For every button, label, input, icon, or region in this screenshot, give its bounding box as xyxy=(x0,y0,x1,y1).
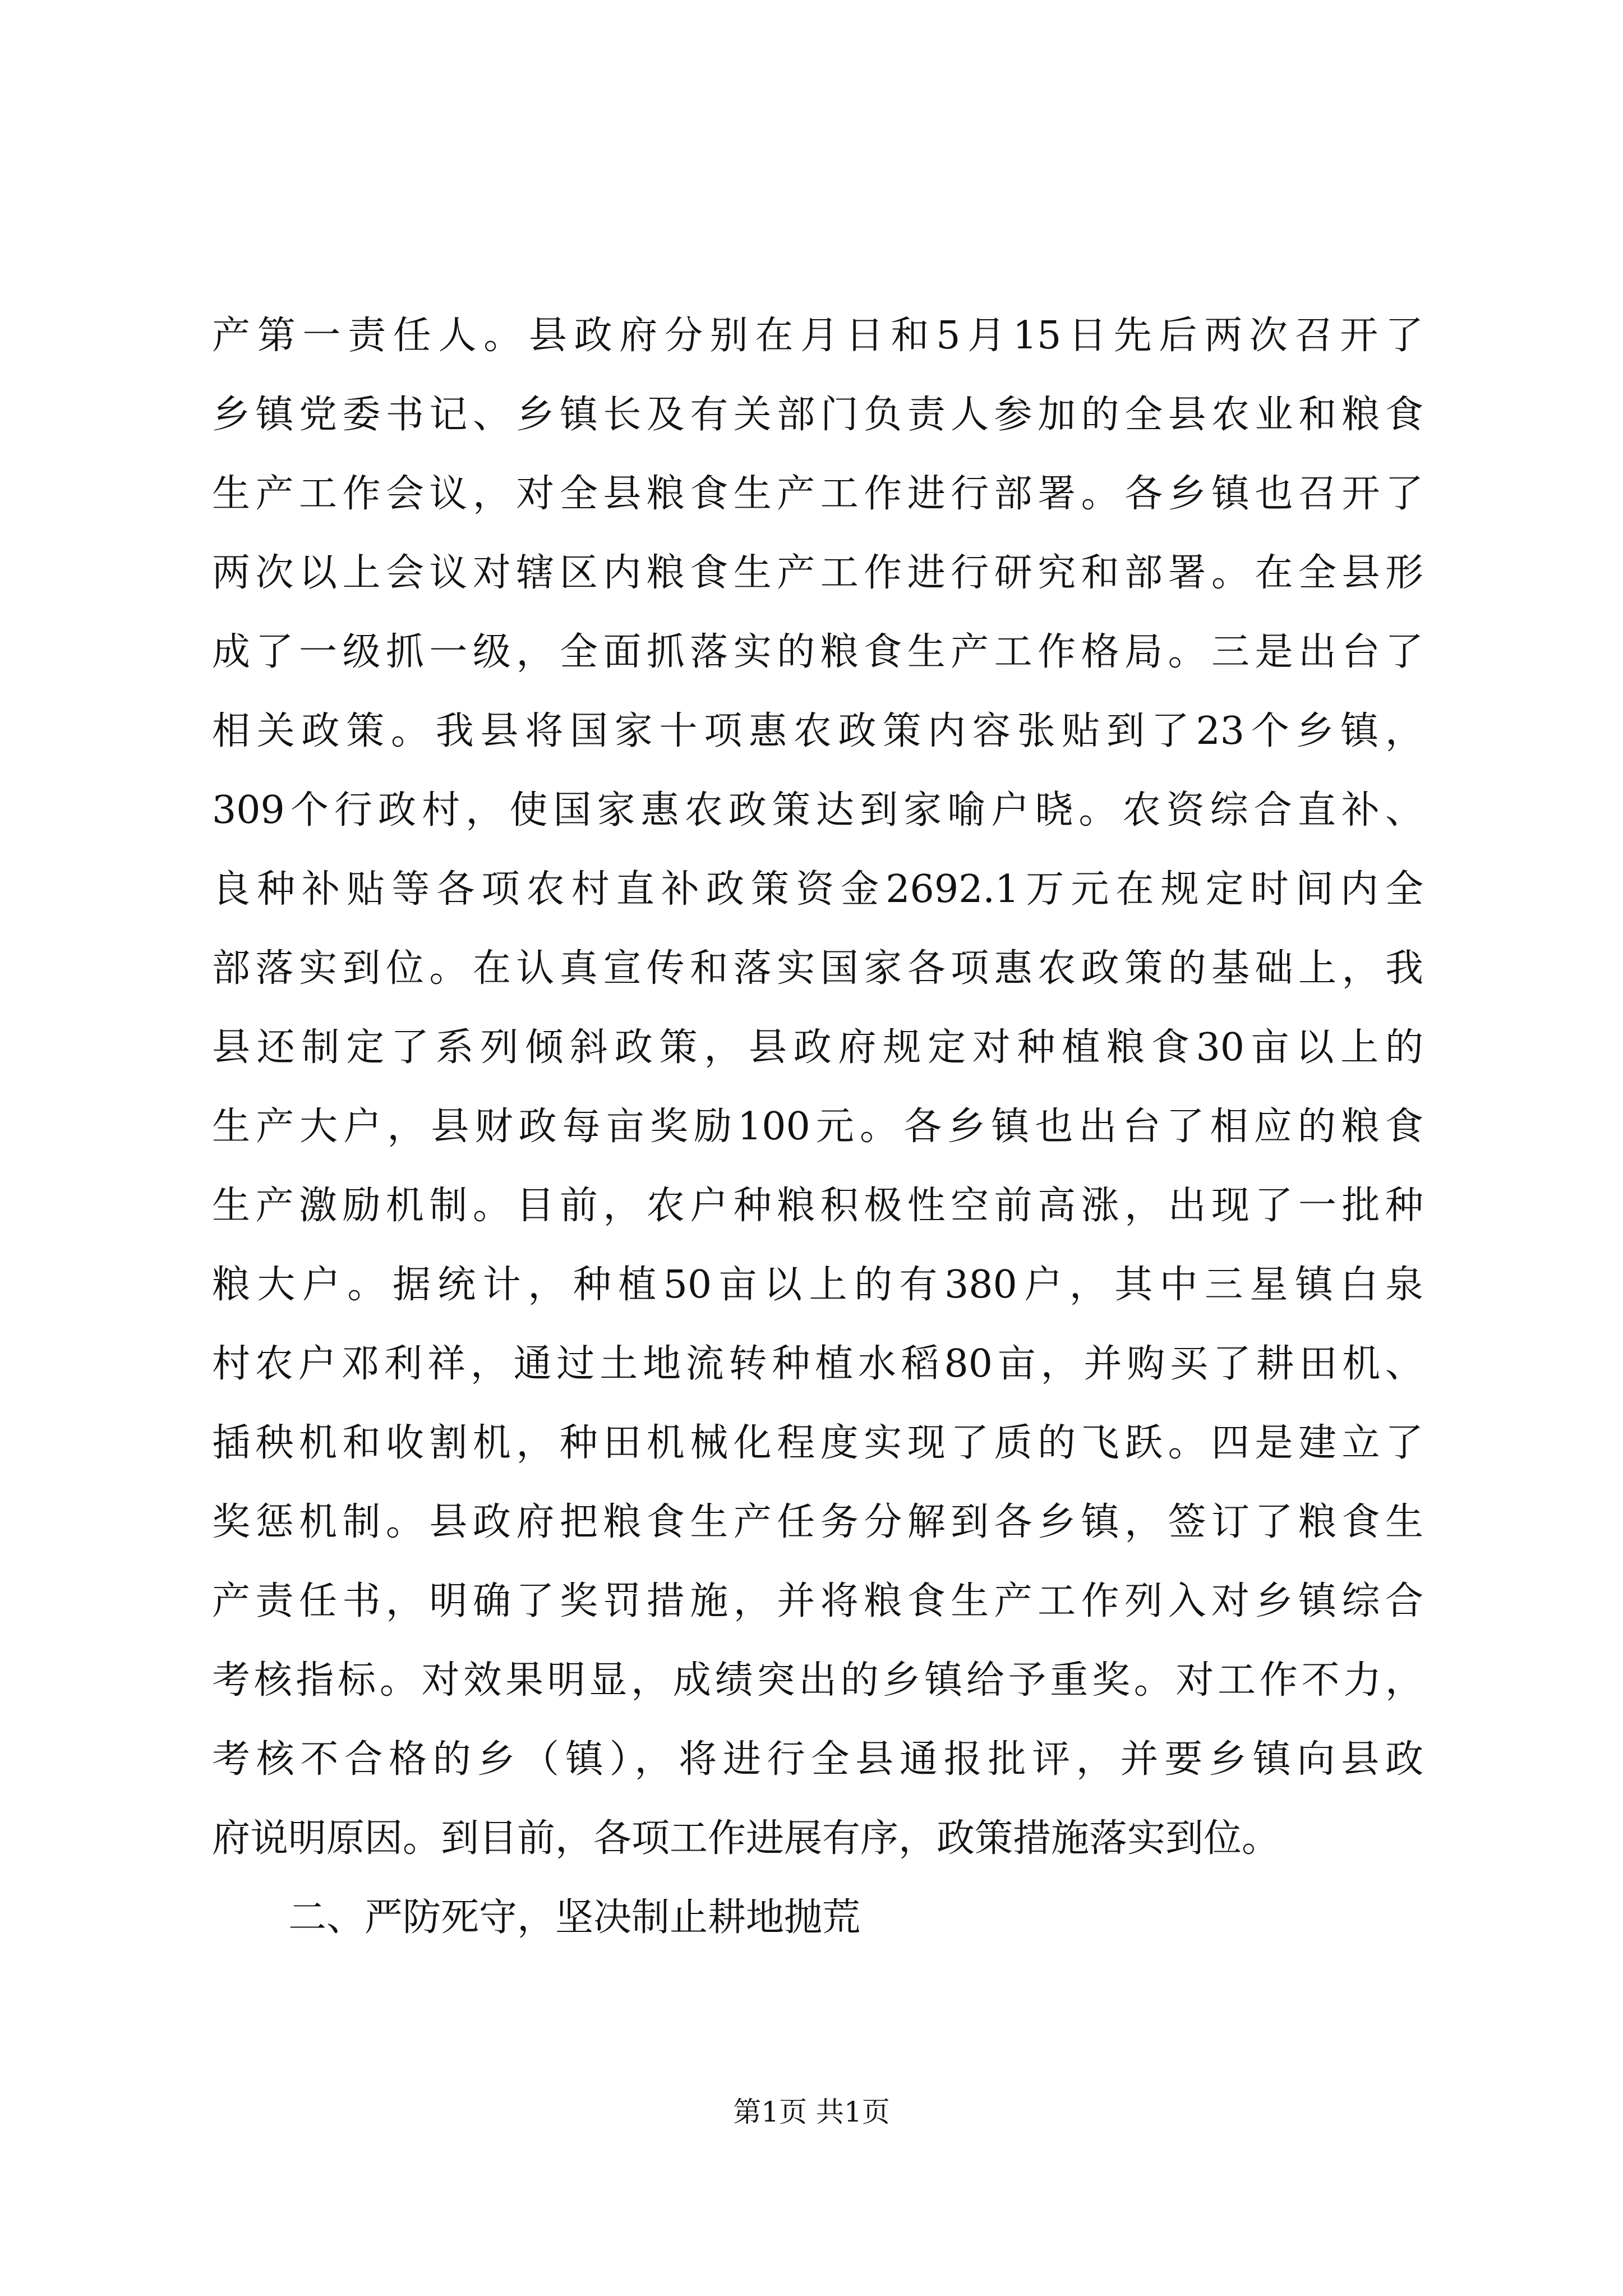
body-text xyxy=(212,296,1423,1957)
paragraph-line: 粮大户。据统计，种植50亩以上的有380户，其中三星镇白泉 xyxy=(212,1263,1423,1307)
paragraph-line: 考核指标。对效果明显，成绩突出的乡镇给予重奖。对工作不力， xyxy=(212,1658,1423,1703)
paragraph-line: 考核不合格的乡（镇），将进行全县通报批评，并要乡镇向县政 xyxy=(212,1737,1423,1782)
paragraph-line: 相关政策。我县将国家十项惠农政策内容张贴到了23个乡镇， xyxy=(212,709,1423,753)
paragraph-line: 奖惩机制。县政府把粮食生产任务分解到各乡镇，签订了粮食生 xyxy=(212,1500,1423,1544)
page-footer xyxy=(0,2092,1623,2132)
paragraph-line: 生产大户，县财政每亩奖励100元。各乡镇也出台了相应的粮食 xyxy=(212,1105,1423,1149)
paragraph-line: 生产激励机制。目前，农户种粮积极性空前高涨，出现了一批种 xyxy=(212,1184,1423,1228)
paragraph-line: 府说明原因。到目前，各项工作进展有序，政策措施落实到位。 xyxy=(212,1816,1280,1861)
section-heading: 二、严防死守，坚决制止耕地抛荒 xyxy=(288,1895,861,1940)
paragraph-line: 良种补贴等各项农村直补政策资金2692.1万元在规定时间内全 xyxy=(212,867,1423,912)
paragraph-line: 成了一级抓一级，全面抓落实的粮食生产工作格局。三是出台了 xyxy=(212,630,1423,674)
paragraph-line: 县还制定了系列倾斜政策，县政府规定对种植粮食30亩以上的 xyxy=(212,1025,1423,1070)
paragraph-line: 部落实到位。在认真宣传和落实国家各项惠农政策的基础上，我 xyxy=(212,946,1423,991)
paragraph-line: 产第一责任人。县政府分别在月日和5月15日先后两次召开了 xyxy=(212,314,1423,358)
paragraph-line: 村农户邓利祥，通过土地流转种植水稻80亩，并购买了耕田机、 xyxy=(212,1342,1423,1386)
paragraph-line: 两次以上会议对辖区内粮食生产工作进行研究和部署。在全县形 xyxy=(212,551,1423,595)
page-number: 第1页 共1页 xyxy=(733,2096,890,2128)
paragraph-line: 生产工作会议，对全县粮食生产工作进行部署。各乡镇也召开了 xyxy=(212,472,1423,516)
paragraph-line: 309个行政村，使国家惠农政策达到家喻户晓。农资综合直补、 xyxy=(212,788,1423,832)
paragraph-line: 乡镇党委书记、乡镇长及有关部门负责人参加的全县农业和粮食 xyxy=(212,393,1423,437)
paragraph-line: 插秧机和收割机，种田机械化程度实现了质的飞跃。四是建立了 xyxy=(212,1421,1423,1465)
paragraph-line: 产责任书，明确了奖罚措施，并将粮食生产工作列入对乡镇综合 xyxy=(212,1579,1423,1623)
